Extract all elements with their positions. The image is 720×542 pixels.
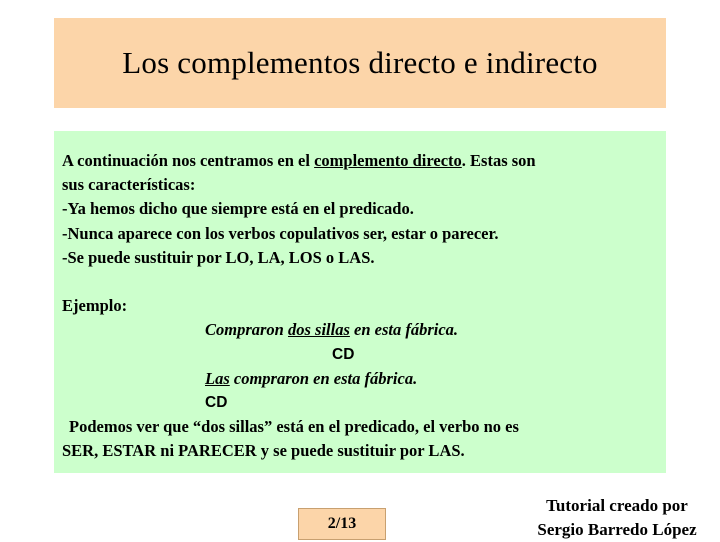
page-number-badge (298, 508, 386, 540)
conclusion-line-1: Podemos ver que “dos sillas” está en el predicado, el verbo no es (69, 417, 519, 437)
intro-prefix: A continuación nos centramos en el (62, 151, 315, 170)
example1-tag: CD (332, 345, 355, 363)
credits (514, 494, 720, 542)
example-sentence-2 (62, 367, 666, 391)
content-panel (54, 131, 666, 473)
characteristic-2: -Nunca aparece con los verbos copulativos ser, estar o parecer. (62, 223, 499, 243)
credits-line-1: Tutorial creado por (546, 496, 688, 515)
credits-line-2: Sergio Barredo López (537, 520, 697, 539)
example2-suffix: compraron en esta fábrica. (229, 368, 418, 388)
characteristic-3: -Se puede sustituir por LO, LA, LOS o LAS. (62, 247, 375, 267)
example2-tag: CD (205, 393, 228, 411)
example-sentence-1 (62, 318, 666, 342)
example1-suffix: en esta fábrica. (349, 320, 459, 340)
characteristics-heading: sus características: (62, 175, 196, 195)
example1-prefix: Compraron (205, 320, 288, 340)
intro-suffix: . Estas son (461, 151, 536, 170)
conclusion-line-2: SER, ESTAR ni PARECER y se puede sustituir por LAS. (62, 441, 465, 461)
characteristic-1: -Ya hemos dicho que siempre está en el predicado. (62, 199, 414, 219)
page-number: 2/13 (327, 515, 357, 532)
example2-underlined: Las (205, 368, 230, 388)
intro-underlined-term: complemento directo (314, 151, 462, 170)
example1-underlined: dos sillas (287, 320, 350, 340)
intro-line (62, 149, 666, 173)
example-heading: Ejemplo: (62, 296, 128, 316)
slide-title: Los complementos directo e indirecto (122, 45, 598, 80)
title-banner (54, 18, 666, 108)
